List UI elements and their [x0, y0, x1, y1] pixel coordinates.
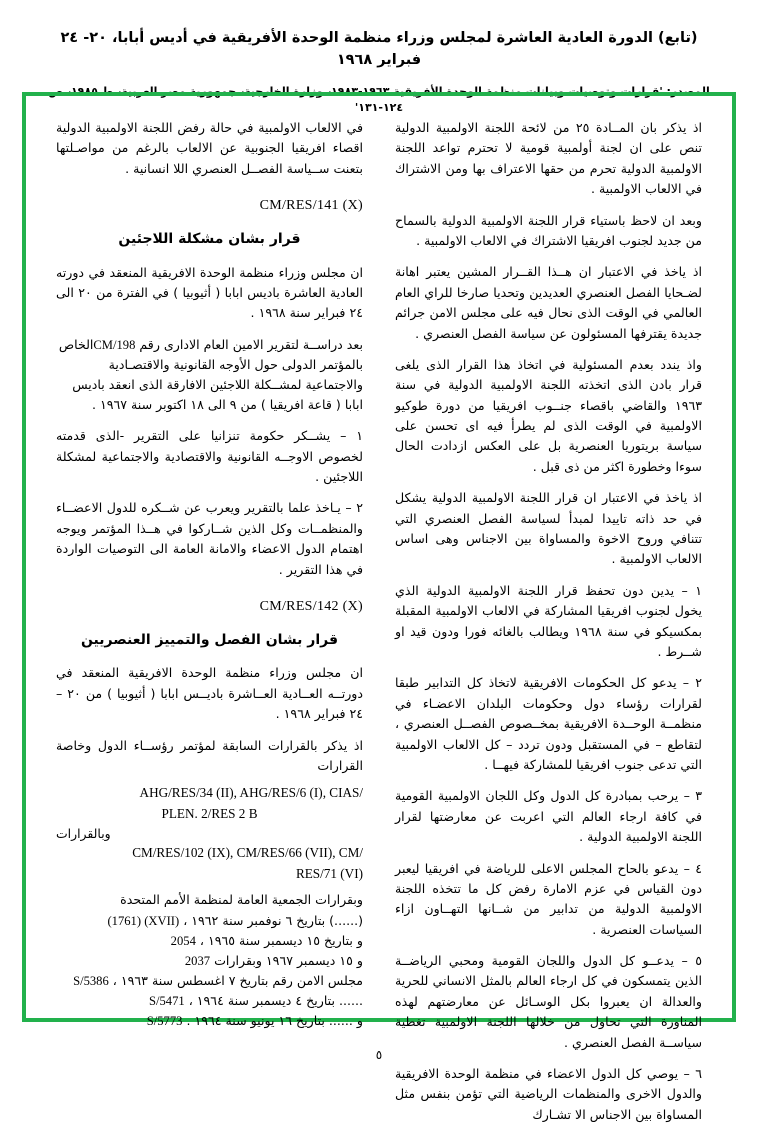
text-prefix: بعد دراســة لتقرير الامين العام الادارى رقم	[139, 336, 363, 352]
page-number: ٥	[375, 1048, 383, 1062]
assembly-code: 2054	[170, 933, 196, 948]
column-left	[56, 118, 379, 1029]
text-rest: الخاص بالمؤتمر الدولى حول الأوجه القانونية والاقتصـادية والاجتماعية لمشــكلة اللاجئين الافارقة الذى انعقد باديس ابابا ( قاعة افريقيا ) من ٩ الى ١٨ اكتوبر سنة ١٩٦٧ .	[58, 336, 363, 413]
paragraph: في الالعاب الاولمبية في حالة رفض اللجنة الاولمبية الدولية اقصاء افريقيا الجنوبية عن الالعاب بالرغم من مواصـلتها بتعنت ســياسة الفصــل العنصري اللا انسانية .	[56, 120, 363, 176]
resolution-code-141: CM/RES/141 (X)	[259, 198, 363, 214]
source-line: المصدر: 'قرارات وتوصيات وبيانات منظمة الوحدة الأفريقية ١٩٦٣-١٩٨٣، وزارة الخارجية، جمهورية مصر العربية، ط ١٩٨٥، ص ١٢٤-١٣١'	[48, 84, 710, 114]
paragraph: ان مجلس وزراء منظمة الوحدة الافريقية المنعقد في دورته العادية العاشرة باديس ابابا ( أثيوبيا ) في الفترة من ٢٠ الى ٢٤ فبراير سنة ١٩٦٨ .	[56, 264, 364, 321]
numbered-item: ٢ – يـاخذ علما بالتقرير ويعرب عن شــكره للدول الاعضــاء والمنظمــات وكل الذين شــاركوا في هــذا المؤتمر ويوجه اهتمام الدول الاعضاء والامانة العامة الى التوصيات الواردة في هذا التقرير .	[56, 500, 363, 577]
assembly-code: (1761) (XVII)	[107, 913, 180, 928]
assembly-arabic: ...... بتاريخ ٤ ديسمبر سنة ١٩٦٤ ،	[188, 993, 363, 1009]
paragraph: وبعد ان لاحظ باستياء قرار اللجنة الاولمبية الدولية بالسماح من جديد لجنوب افريقيا الاشتراك في الالعاب الاولمبية .	[395, 212, 702, 248]
reference-code: RES/71 (VI)	[295, 865, 363, 881]
assembly-code: S/5386	[73, 974, 109, 989]
numbered-item: ٢ – يدعو كل الحكومات الافريقية لاتخاذ كل التدابير طبقا لقرارات رؤساء دول وحكومات البلدان الاعضـاء في منظمــة الوحــدة الافريقية بمخــصوص الفصــل العنصري ، لتقاطع – في المستقبل ودون تردد – كل الالعاب الاولمبية التي تدعى جنوب افريقيا للمشاركة فيهــا .	[395, 675, 702, 772]
paragraph: اذ ياخذ في الاعتبار ان قرار اللجنة الاولمبية الدولية يشكل في حد ذاته تاييدا لمبدأ لسياسة الفصل العنصري التي تتنافي وروح الاخوة والمساواة بين الاجناس وهى اساس الالعاب الاولمبية .	[395, 490, 702, 567]
numbered-item: ٦ – يوصي كل الدول الاعضاء في منظمة الوحدة الافريقية والدول الاخرى والمنظمات الرياضية التي تؤمن بنفس مثل المساواة بين الاجناس الا تشـارك	[395, 1066, 702, 1122]
numbered-item: ٥ – يدعــو كل الدول واللجان القومية ومحبي الرياضــة الذين يتمسكون في كل ارجاء العالم بالمثل الانساني للحرية والعدالة ان يعبروا بكل الوسـائل عن معارضتهم لهذه المناورة التي تحاول من خلالها اللجنة الاولمبية تغطية سياســة الفصل العنصري .	[395, 953, 702, 1050]
assembly-resolution-line	[56, 1011, 363, 1031]
assembly-code: S/5773	[146, 1014, 183, 1029]
reference-code: PLEN. 2/RES 2 B	[161, 805, 258, 821]
numbered-item: ٣ – يرحب بمبادرة كل الدول وكل اللجان الاولمبية القومية في كافة ارجاء العالم التي اعربت عن معارضتها لقرار اللجنة الاولمبية الدولية .	[395, 788, 702, 845]
numbered-item: ١ – يشــكر حكومة تنزانيا على التقرير -الذى قدمته لخصوص الاوجــه القانونية والاقتصادية والاجتماعية لمشكلة اللاجئين .	[56, 428, 363, 485]
numbered-item: ٤ – يدعو بالحاح المجلس الاعلى للرياضة في افريقيا ليعبر دون القياس في عزم الامارة رفض كل ما تتخذه اللجنة الاولمبية الدولية من تدابير من شــانها التهــاون ازاء السياسات العنصرية .	[395, 860, 702, 937]
reference-code: CM/RES/102 (IX), CM/RES/66 (VII), CM/	[132, 845, 363, 861]
assembly-note: وبقرارات الجمعية العامة لمنظمة الأمم المتحدة	[120, 892, 363, 908]
paragraph: اذ ياخذ في الاعتبار ان هــذا القــرار المشين يعتبر اهانة لضـحايا الفصل العنصري العديدين وتحديا صارخا للراي العام العالمي في الوقت الذى نحال فيه على مجلس الامن جرائم جديدة يقترفها المسئولون عن سياسة الفصل العنصري .	[395, 264, 702, 341]
paragraph: ان مجلس وزراء منظمة الوحدة الافريقية المنعقد في دورتــه العــادية العــاشرة باديــس ابابا ( أثيوبيا ) من ٢٠ – ٢٤ فبراير ١٩٦٨ .	[56, 665, 364, 722]
assembly-arabic: و بتاريخ ١٥ ديسمبر سنة ١٩٦٥ ،	[199, 932, 363, 948]
assembly-resolution-line	[56, 951, 363, 971]
two-column-body	[26, 96, 732, 1122]
paragraph-with-code	[56, 335, 363, 416]
assembly-code: 2037	[184, 953, 211, 968]
inline-code: CM/198	[93, 337, 136, 352]
resolution-heading-142: قرار بشان الفصل والتمييز العنصريين	[80, 631, 339, 648]
column-right	[379, 118, 702, 1122]
reference-note: وبالقرارات	[56, 826, 111, 842]
paragraph: واذ يندد بعدم المسئولية في اتخاذ هذا القرار الذى يلغى قرار بادن الذى اتخذته اللجنة الاولمبية الدولية في سنة ١٩٦٣ والقاضي باقصاء جنــوب افريقيا من دورة طوكيو الاولمبية في الوقت الذى لم يطرأ فيه اى تحسن على سياسة بريتوريا العنصرية بل على العكس ازدادت الحال سوءا وخطورة اكثر من ذى قبل .	[395, 356, 702, 474]
paragraph: اذ يذكر بان المــادة ٢٥ من لائحة اللجنة الاولمبية الدولية تنص على ان لجنة أولمبية قومية لا تحترم تواعد اللجنة الاولمبية الدولية تحرم من حقها الاعتراف بها ومن الاشتراك في الالعاب الاولمبية .	[395, 120, 702, 197]
assembly-code: S/5471	[148, 994, 185, 1009]
green-frame-border	[22, 92, 736, 1122]
assembly-resolution-line	[56, 931, 363, 951]
resolution-code-142: CM/RES/142 (X)	[259, 598, 363, 614]
numbered-item: ١ – يدين دون تحفظ قرار اللجنة الاولمبية الدولية الذي يخول لجنوب افريقيا المشاركة في الالعاب الاولمبية المقبلة بمكسيكو في سنة ١٩٦٨ ويطالب بالغائه فورا ودون قيد او شــرط .	[395, 582, 702, 659]
resolution-reference-list	[56, 783, 363, 884]
assembly-resolution-line	[56, 991, 363, 1011]
assembly-arabic: (......) بتاريخ ٦ نوفمبر سنة ١٩٦٢ ،	[183, 912, 363, 928]
assembly-arabic: مجلس الامن رقم بتاريخ ٧ اغسطس سنة ١٩٦٣ ،	[112, 973, 363, 989]
reference-code: AHG/RES/34 (II), AHG/RES/6 (I), CIAS/	[139, 785, 363, 801]
assembly-resolution-line	[56, 911, 363, 931]
resolution-heading-141: قرار بشان مشكلة اللاجئين	[118, 230, 301, 247]
page-title: (تابع) الدورة العادية العاشرة لمجلس وزراء منظمة الوحدة الأفريقية في أديس أبابا، ٢٠- ٢٤ فبراير ١٩٦٨	[60, 30, 698, 68]
assembly-resolution-line	[56, 971, 363, 991]
assembly-arabic: و ١٥ ديسمبر ١٩٦٧ وبقرارات	[214, 952, 363, 968]
assembly-arabic: و ...... بتاريخ ١٦ يونيو سنة ١٩٦٤ .	[186, 1013, 363, 1029]
paragraph: اذ يذكر بالقرارات السابقة لمؤتمر رؤســاء الدول وخاصة القرارات	[56, 737, 363, 773]
